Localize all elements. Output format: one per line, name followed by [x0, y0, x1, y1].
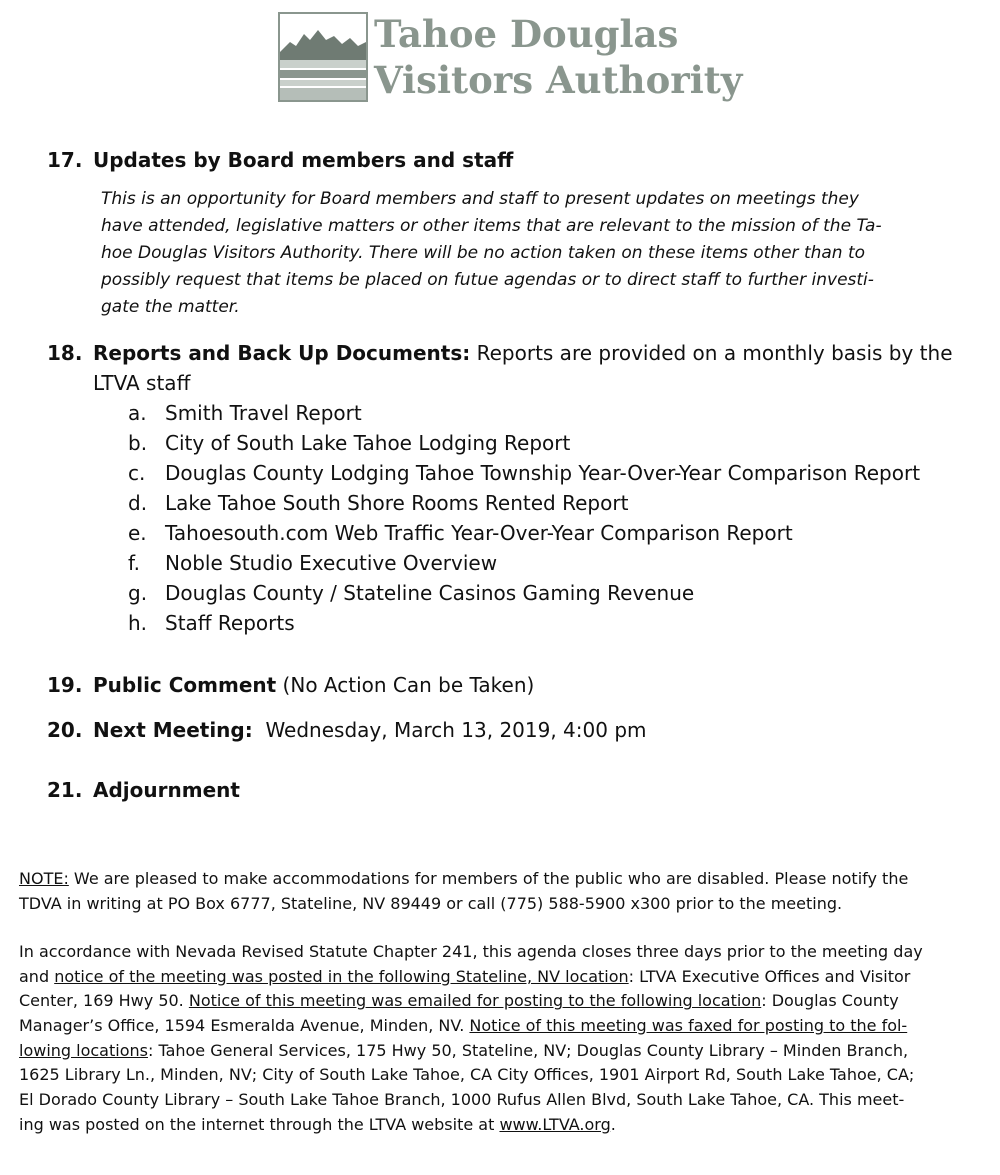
notice-line: In accordance with Nevada Revised Statute Chapter 241, this agenda closes three days prior to the meeting day — [19, 942, 923, 961]
header — [278, 10, 743, 110]
mountain-logo-icon — [278, 12, 368, 102]
description-line: gate the matter. — [101, 297, 240, 317]
report-letter: h. — [128, 611, 148, 635]
item-text: (No Action Can be Taken) — [276, 673, 535, 697]
note-text: We are pleased to make accommodations for members of the public who are disabled. Please notify the — [68, 869, 909, 888]
notice-underlined: lowing locations — [19, 1040, 148, 1060]
notice-line — [19, 1039, 969, 1064]
item-title: Reports and Back Up Documents: — [93, 341, 471, 365]
note-label: NOTE: — [19, 869, 69, 888]
agenda-item-20 — [47, 715, 647, 745]
agenda-item-21 — [47, 775, 240, 805]
report-label: Smith Travel Report — [165, 401, 362, 425]
item-18-text-cont: LTVA staff — [93, 371, 191, 395]
logo-title-line1: Tahoe Douglas — [374, 12, 679, 56]
notice-line: 1625 Library Ln., Minden, NV; City of South Lake Tahoe, CA City Offices, 1901 Airport Rd, South Lake Tahoe, CA; — [19, 1065, 915, 1085]
notice-line — [19, 1113, 969, 1138]
notice-text: Manager’s Office, 1594 Esmeralda Avenue, Minden, NV. — [19, 1016, 470, 1036]
item-title: Public Comment — [93, 673, 277, 697]
report-item — [128, 428, 570, 458]
report-letter: e. — [128, 521, 147, 545]
agenda-item-18 — [47, 338, 953, 368]
report-label: Staff Reports — [165, 611, 295, 635]
item-number: 18. — [47, 341, 83, 365]
report-item — [128, 398, 362, 428]
report-label: Douglas County / Stateline Casinos Gaming Revenue — [165, 581, 695, 605]
agenda-item-19 — [47, 670, 534, 700]
notice-text: ing was posted on the internet through the LTVA website at — [19, 1114, 500, 1134]
item-number: 21. — [47, 778, 83, 802]
logo-title-line2: Visitors Authority — [374, 58, 743, 102]
notice-underlined: Notice of this meeting was faxed for posting to the fol- — [469, 1016, 908, 1036]
notice-text: : LTVA Executive Offices and Visitor — [628, 966, 911, 986]
report-letter: b. — [128, 431, 148, 455]
description-line: This is an opportunity for Board members and staff to present updates on meetings they — [101, 189, 859, 209]
item-title: Adjournment — [93, 778, 240, 802]
agenda-item-17 — [47, 145, 513, 175]
report-item — [128, 458, 920, 488]
report-letter: f. — [128, 551, 140, 575]
notice-text: Center, 169 Hwy 50. — [19, 991, 189, 1011]
notice-text: and — [19, 966, 55, 986]
description-line: hoe Douglas Visitors Authority. There will be no action taken on these items other than to — [101, 243, 866, 263]
item-number: 19. — [47, 673, 83, 697]
item-text: Reports are provided on a monthly basis by the — [470, 341, 953, 365]
description-line: possibly request that items be placed on futue agendas or to direct staff to further investi- — [101, 270, 874, 290]
report-item — [128, 608, 295, 638]
report-item — [128, 548, 497, 578]
report-letter: c. — [128, 461, 146, 485]
report-label: Noble Studio Executive Overview — [165, 551, 498, 575]
item-title: Next Meeting: — [93, 718, 253, 742]
notice-text: : Douglas County — [761, 991, 899, 1011]
notice-underlined: Notice of this meeting was emailed for posting to the following location — [188, 991, 762, 1011]
accessibility-note — [19, 867, 969, 916]
report-letter: a. — [128, 401, 147, 425]
description-line: have attended, legislative matters or other items that are relevant to the mission of the Ta- — [101, 216, 882, 236]
report-label: Tahoesouth.com Web Traffic Year-Over-Year Comparison Report — [165, 521, 793, 545]
notice-line: El Dorado County Library – South Lake Tahoe Branch, 1000 Rufus Allen Blvd, South Lake Tahoe, CA. This meet- — [19, 1090, 905, 1110]
notice-line — [19, 1014, 969, 1039]
report-letter: d. — [128, 491, 148, 515]
item-17-description — [101, 186, 953, 321]
item-number: 17. — [47, 148, 83, 172]
report-letter: g. — [128, 581, 148, 605]
report-label: Douglas County Lodging Tahoe Township Year-Over-Year Comparison Report — [165, 461, 921, 485]
report-item — [128, 578, 694, 608]
notice-text: : Tahoe General Services, 175 Hwy 50, Stateline, NV; Douglas County Library – Minden Branch, — [147, 1040, 909, 1060]
item-number: 20. — [47, 718, 83, 742]
posting-notice — [19, 940, 969, 1138]
notice-underlined: notice of the meeting was posted in the following Stateline, NV location — [54, 966, 629, 986]
report-label: Lake Tahoe South Shore Rooms Rented Report — [165, 491, 629, 515]
note-text: TDVA in writing at PO Box 6777, Stateline, NV 89449 or call (775) 588-5900 x300 prior to the meeting. — [19, 893, 843, 913]
notice-line — [19, 965, 969, 990]
notice-line — [19, 989, 969, 1014]
item-text: Wednesday, March 13, 2019, 4:00 pm — [252, 718, 647, 742]
item-title: Updates by Board members and staff — [93, 148, 514, 172]
report-item — [128, 518, 793, 548]
report-item — [128, 488, 628, 518]
notice-text: . — [610, 1114, 616, 1134]
report-label: City of South Lake Tahoe Lodging Report — [165, 431, 571, 455]
website-link[interactable]: www.LTVA.org — [499, 1114, 611, 1134]
